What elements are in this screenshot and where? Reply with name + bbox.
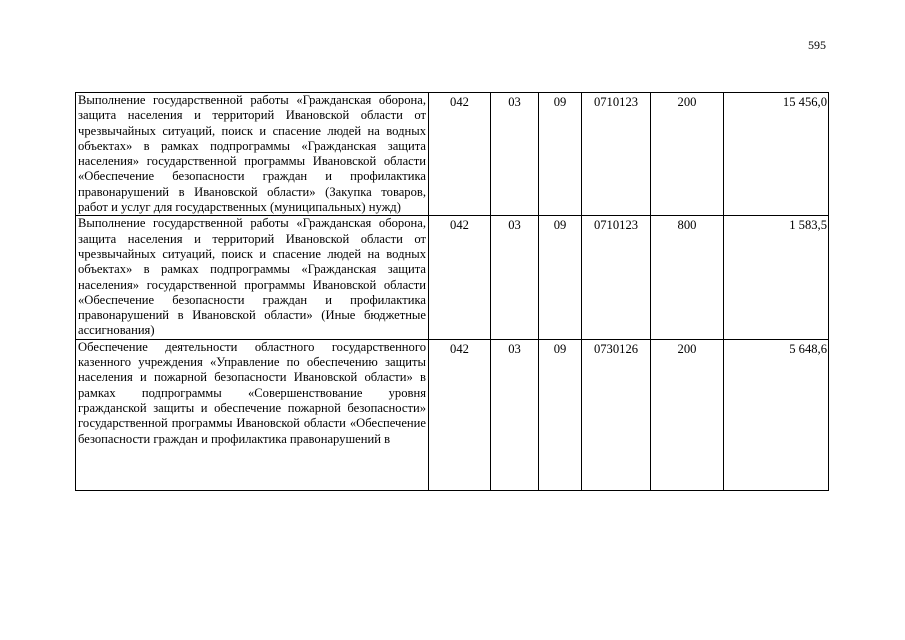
table-row <box>76 216 829 339</box>
section-code: 03 <box>491 339 539 490</box>
target-article-code: 0730126 <box>582 339 651 490</box>
ministry-code: 042 <box>429 216 491 339</box>
ministry-code: 042 <box>429 339 491 490</box>
ministry-code: 042 <box>429 93 491 216</box>
amount: 15 456,0 <box>724 93 829 216</box>
subsection-code: 09 <box>539 339 582 490</box>
section-code: 03 <box>491 93 539 216</box>
row-description: Обеспечение деятельности областного государственного казенного учреждения «Управление по обеспечению защиты населения и пожарной безопасности Ивановской области» в рамках подпрограммы «Совершенствование уровня гражданской защиты и обеспечение пожарной безопасности» государственной программы Ивановской области «Обеспечение безопасности граждан и профилактика правонарушений в <box>78 339 426 446</box>
expense-type-code: 200 <box>651 93 724 216</box>
row-description: Выполнение государственной работы «Гражданская оборона, защита населения и территорий Ивановской области от чрезвычайных ситуаций, поиск и спасение людей на водных объектах» в рамках подпрограммы «Гражданская защита населения» государственной программы Ивановской области «Обеспечение безопасности граждан и профилактика правонарушений в Ивановской области» (Закупка товаров, работ и услуг для государственных (муниципальных) нужд) <box>76 93 429 216</box>
page-number: 595 <box>808 38 826 52</box>
target-article-code: 0710123 <box>582 93 651 216</box>
amount: 1 583,5 <box>724 216 829 339</box>
expense-type-code: 800 <box>651 216 724 339</box>
subsection-code: 09 <box>539 93 582 216</box>
amount: 5 648,6 <box>724 339 829 490</box>
row-description-cell <box>76 339 429 490</box>
expense-type-code: 200 <box>651 339 724 490</box>
table-row <box>76 339 829 490</box>
budget-table <box>75 92 829 491</box>
row-description: Выполнение государственной работы «Гражданская оборона, защита населения и территорий Ивановской области от чрезвычайных ситуаций, поиск и спасение людей на водных объектах» в рамках подпрограммы «Гражданская защита населения» государственной программы Ивановской области «Обеспечение безопасности граждан и профилактика правонарушений в Ивановской области» (Иные бюджетные ассигнования) <box>76 216 429 339</box>
subsection-code: 09 <box>539 216 582 339</box>
section-code: 03 <box>491 216 539 339</box>
table-row <box>76 93 829 216</box>
target-article-code: 0710123 <box>582 216 651 339</box>
